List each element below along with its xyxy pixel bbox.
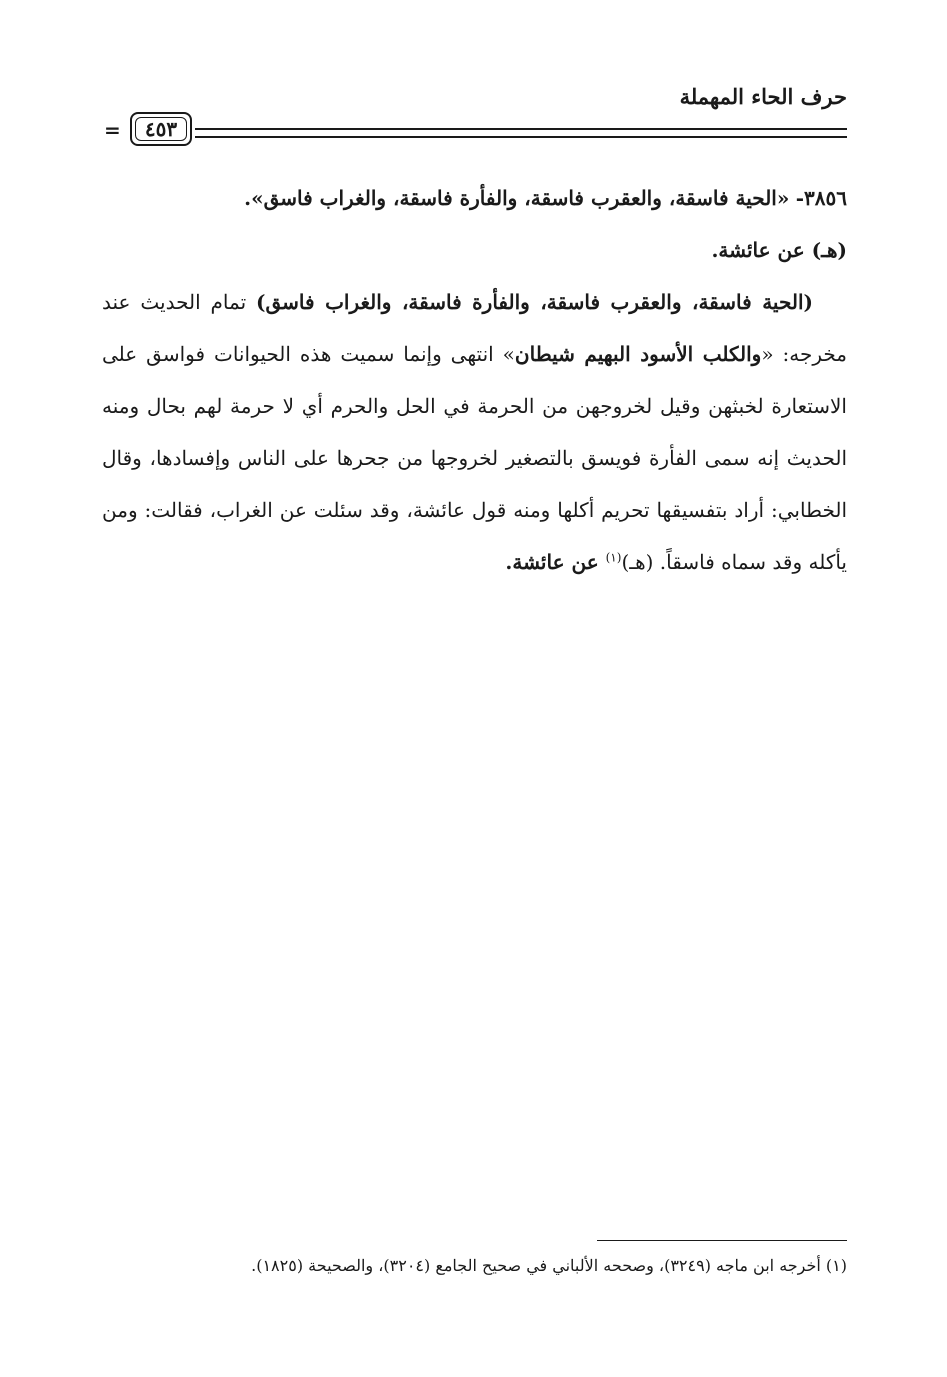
header-double-rule	[195, 128, 847, 138]
commentary-closing-source: عن عائشة	[512, 550, 606, 574]
footnote-separator	[597, 1240, 847, 1241]
chapter-title: حرف الحاء المهملة	[679, 84, 847, 109]
commentary-quoted-hadith: (الحية فاسقة، والعقرب فاسقة، والفأرة فاسقة، والغراب فاسق)	[256, 290, 813, 314]
commentary-text-1: تمام الحديث عند مخرجه: «	[102, 290, 848, 366]
hadith-paragraph	[102, 172, 847, 224]
main-text	[102, 172, 847, 588]
hadith-number: ٣٨٥٦-	[795, 186, 847, 210]
commentary-bold-phrase: والكلب الأسود البهيم شيطان	[514, 342, 762, 366]
header-equals-mark: =	[104, 118, 121, 142]
commentary-closing-punct: .	[505, 550, 513, 574]
footnote: (١) أخرجه ابن ماجه (٣٢٤٩)، وصححه الألباني في صحيح الجامع (٣٢٠٤)، والصحيحة (١٨٢٥).	[251, 1256, 847, 1275]
hadith-source-paragraph	[102, 224, 847, 276]
commentary-paragraph	[102, 276, 847, 588]
hadith-source: (هـ) عن عائشة.	[711, 238, 847, 262]
hadith-text: «الحية فاسقة، والعقرب فاسقة، والفأرة فاسقة، والغراب فاسق».	[244, 186, 790, 210]
footnote-reference[interactable]: (١)	[605, 550, 622, 565]
page-number: ٤٥٣	[130, 112, 192, 146]
commentary-text-2: » انتهى وإنما سميت هذه الحيوانات فواسق على الاستعارة لخبثهن وقيل لخروجهن من الحرمة في الحل والحرم أي لا حرمة لهم بحال ومنه الحديث إنه سمى الفأرة فويسق بالتصغير لخروجها من جحرها على الناس وإفسادها، وقال الخطابي: أراد بتفسيقها تحريم أكلها ومنه قول عائشة، وقد سئلت عن الغراب، فقالت: ومن يأكله وقد سماه فاسقاً. (هـ)	[102, 342, 847, 574]
